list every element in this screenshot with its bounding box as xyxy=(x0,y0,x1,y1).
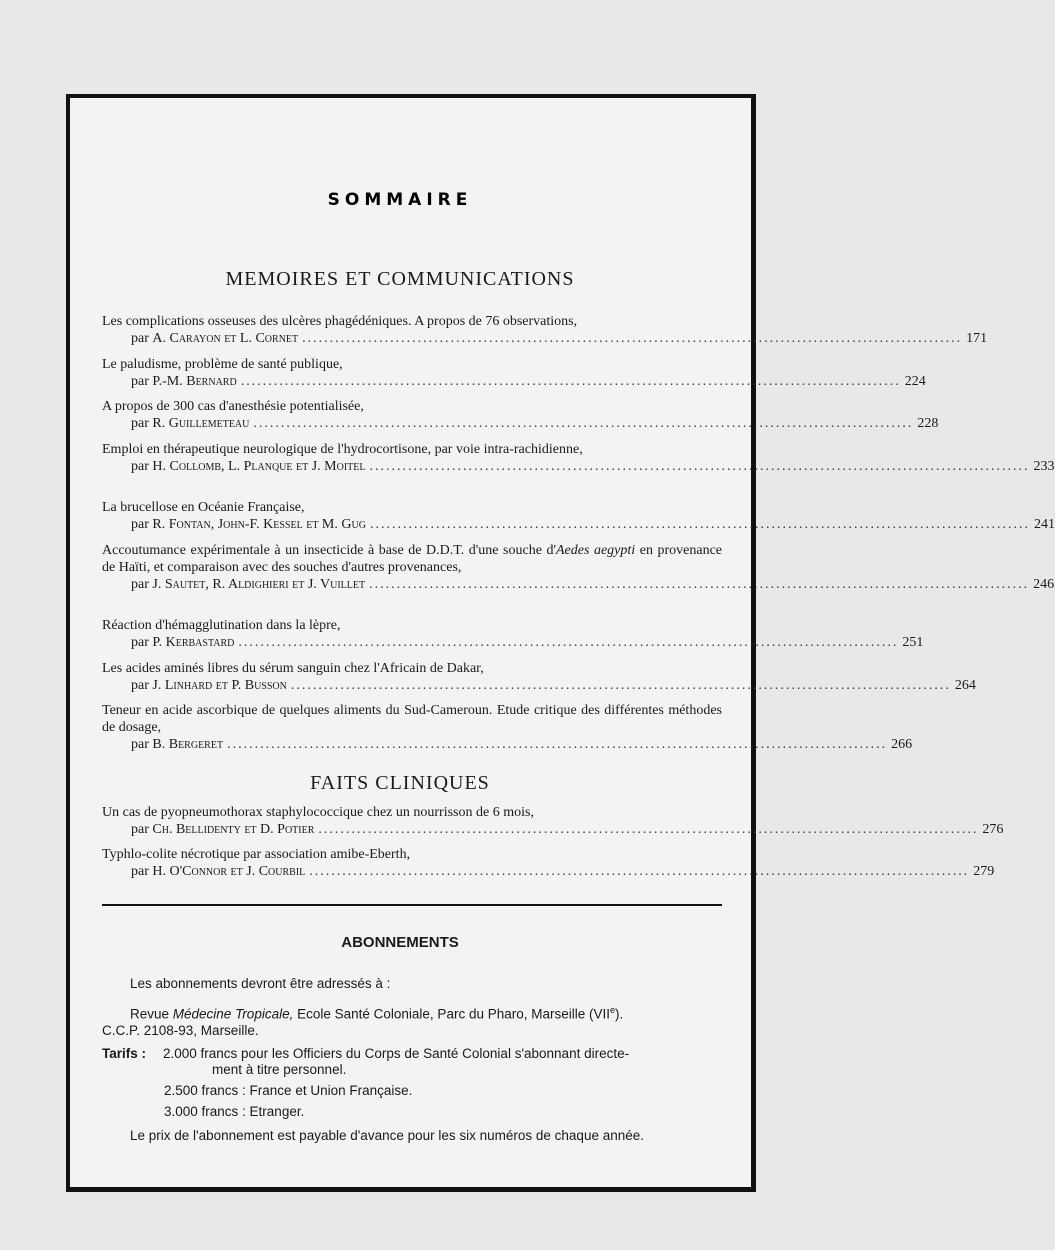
dot-leader: ........................................................................................................................ xyxy=(290,678,951,693)
dot-leader: ........................................................................................................................ xyxy=(240,374,901,389)
entry-title: Le paludisme, problème de santé publique, xyxy=(102,357,343,372)
entry-title: Réaction d'hémagglutination dans la lèpre, xyxy=(102,618,341,633)
abonnements-intro: Les abonnements devront être adressés à : xyxy=(130,976,391,991)
entry-authors: H. Collomb, L. Planque et J. Moitel xyxy=(152,459,366,474)
memoires-heading: MEMOIRES ET COMMUNICATIONS xyxy=(225,268,575,290)
entry-title: Les complications osseuses des ulcères phagédéniques. A propos de 76 observations, xyxy=(102,314,578,329)
entry-title: Typhlo-colite nécrotique par association amibe-Eberth, xyxy=(102,847,411,862)
faits-heading: FAITS CLINIQUES xyxy=(310,772,490,794)
entry-page: 246 xyxy=(1033,577,1055,592)
section-divider xyxy=(102,904,722,906)
entry-page: 241 xyxy=(1033,517,1055,532)
entry-page: 266 xyxy=(891,737,913,752)
entry-title: A propos de 300 cas d'anesthésie potentialisée, xyxy=(102,399,364,414)
dot-leader: ........................................................................................................................ xyxy=(227,737,888,752)
entry-authors: Ch. Bellidenty et D. Potier xyxy=(152,822,315,837)
entry-page: 171 xyxy=(966,331,988,346)
entry-page: 279 xyxy=(973,864,995,879)
toc-entry[interactable]: La brucellose en Océanie Française, par R. Fontan, John-F. Kessel et M. Gug ........................................................................................................................ 241 xyxy=(102,500,1055,532)
species-name: Aedes aegypti xyxy=(556,543,636,558)
entry-page: 224 xyxy=(904,374,926,389)
tarif-etranger: 3.000 francs : Etranger. xyxy=(164,1104,305,1119)
abonnements-note: Le prix de l'abonnement est payable d'avance pour les six numéros de chaque année. xyxy=(130,1128,644,1143)
entry-authors: R. Guillemeteau xyxy=(152,416,250,431)
entry-title: La brucellose en Océanie Française, xyxy=(102,500,305,515)
dot-leader: ........................................................................................................................ xyxy=(302,331,963,346)
toc-entry[interactable]: Accoutumance expérimentale à un insecticide à base de D.D.T. d'une souche d'Aedes aegypti en provenance de Haïti, et comparaison avec des souches d'autres provenances, par J. Sautet, R. Aldighieri et J. Vuillet ........................................................................................................................ 246 xyxy=(102,543,1055,592)
entry-authors: H. O'Connor et J. Courbil xyxy=(152,864,306,879)
abonnements-heading: ABONNEMENTS xyxy=(341,934,459,951)
entry-title: Teneur en acide ascorbique de quelques aliments du Sud-Cameroun. Etude critique des différentes méthodes de dosage, xyxy=(102,703,722,735)
toc-entry[interactable]: Les complications osseuses des ulcères phagédéniques. A propos de 76 observations, par A. Carayon et L. Cornet ........................................................................................................................ 171 xyxy=(102,314,988,346)
entry-authors: P.-M. Bernard xyxy=(152,374,237,389)
dot-leader: ........................................................................................................................ xyxy=(253,416,914,431)
dot-leader: ........................................................................................................................ xyxy=(318,822,979,837)
entry-authors: J. Sautet, R. Aldighieri et J. Vuillet xyxy=(152,577,366,592)
tarifs-block: Tarifs : 2.000 francs pour les Officiers du Corps de Santé Colonial s'abonnant directe- ment à titre personnel. 2.500 francs : France et Union Française. 3.000 francs : Etranger. xyxy=(102,1046,722,1120)
entry-page: 264 xyxy=(954,678,976,693)
entry-authors: B. Bergeret xyxy=(152,737,224,752)
toc-entry[interactable]: Teneur en acide ascorbique de quelques aliments du Sud-Cameroun. Etude critique des différentes méthodes de dosage, par B. Bergeret ........................................................................................................................ 266 xyxy=(102,703,913,752)
toc-entry[interactable]: Les acides aminés libres du sérum sanguin chez l'Africain de Dakar, par J. Linhard et P. Busson ........................................................................................................................ 264 xyxy=(102,661,976,693)
tarifs-label: Tarifs : xyxy=(102,1046,147,1061)
tarif-france: 2.500 francs : France et Union Française. xyxy=(164,1083,413,1098)
entry-page: 276 xyxy=(982,822,1004,837)
entry-title: Les acides aminés libres du sérum sanguin chez l'Africain de Dakar, xyxy=(102,661,484,676)
toc-entry[interactable]: Réaction d'hémagglutination dans la lèpre, par P. Kerbastard ........................................................................................................................ 251 xyxy=(102,618,924,650)
entry-title: Accoutumance expérimentale à un insecticide à base de D.D.T. d'une souche d'Aedes aegypti en provenance de Haïti, et comparaison avec des souches d'autres provenances, xyxy=(102,543,723,575)
toc-entry[interactable]: Emploi en thérapeutique neurologique de l'hydrocortisone, par voie intra-rachidienne, par H. Collomb, L. Planque et J. Moitel ........................................................................................................................ 233 xyxy=(102,442,1055,474)
toc-entry[interactable]: Un cas de pyopneumothorax staphylococcique chez un nourrisson de 6 mois, par Ch. Bellidenty et D. Potier ........................................................................................................................ 276 xyxy=(102,805,1004,837)
dot-leader: ........................................................................................................................ xyxy=(369,577,1030,592)
dot-leader: ........................................................................................................................ xyxy=(369,517,1030,532)
dot-leader: ........................................................................................................................ xyxy=(369,459,1030,474)
abonnements-address: Revue Médecine Tropicale, Ecole Santé Coloniale, Parc du Pharo, Marseille (VIIe). C.C.P. 2108-93, Marseille. xyxy=(102,1005,624,1038)
entry-page: 228 xyxy=(917,416,939,431)
dot-leader: ........................................................................................................................ xyxy=(309,864,970,879)
entry-title: Emploi en thérapeutique neurologique de l'hydrocortisone, par voie intra-rachidienne, xyxy=(102,442,583,457)
dot-leader: ........................................................................................................................ xyxy=(238,635,899,650)
toc-entry[interactable]: Le paludisme, problème de santé publique, par P.-M. Bernard ........................................................................................................................ 224 xyxy=(102,357,926,389)
sommaire-heading: SOMMAIRE xyxy=(327,190,473,210)
entry-authors: A. Carayon et L. Cornet xyxy=(152,331,299,346)
entry-authors: R. Fontan, John-F. Kessel et M. Gug xyxy=(152,517,366,532)
entry-authors: P. Kerbastard xyxy=(152,635,235,650)
entry-page: 251 xyxy=(902,635,924,650)
entry-title: Un cas de pyopneumothorax staphylococcique chez un nourrisson de 6 mois, xyxy=(102,805,534,820)
entry-authors: J. Linhard et P. Busson xyxy=(152,678,287,693)
entry-page: 233 xyxy=(1033,459,1055,474)
toc-entry[interactable]: A propos de 300 cas d'anesthésie potentialisée, par R. Guillemeteau ........................................................................................................................ 228 xyxy=(102,399,939,431)
toc-entry[interactable]: Typhlo-colite nécrotique par association amibe-Eberth, par H. O'Connor et J. Courbil ........................................................................................................................ 279 xyxy=(102,847,995,879)
